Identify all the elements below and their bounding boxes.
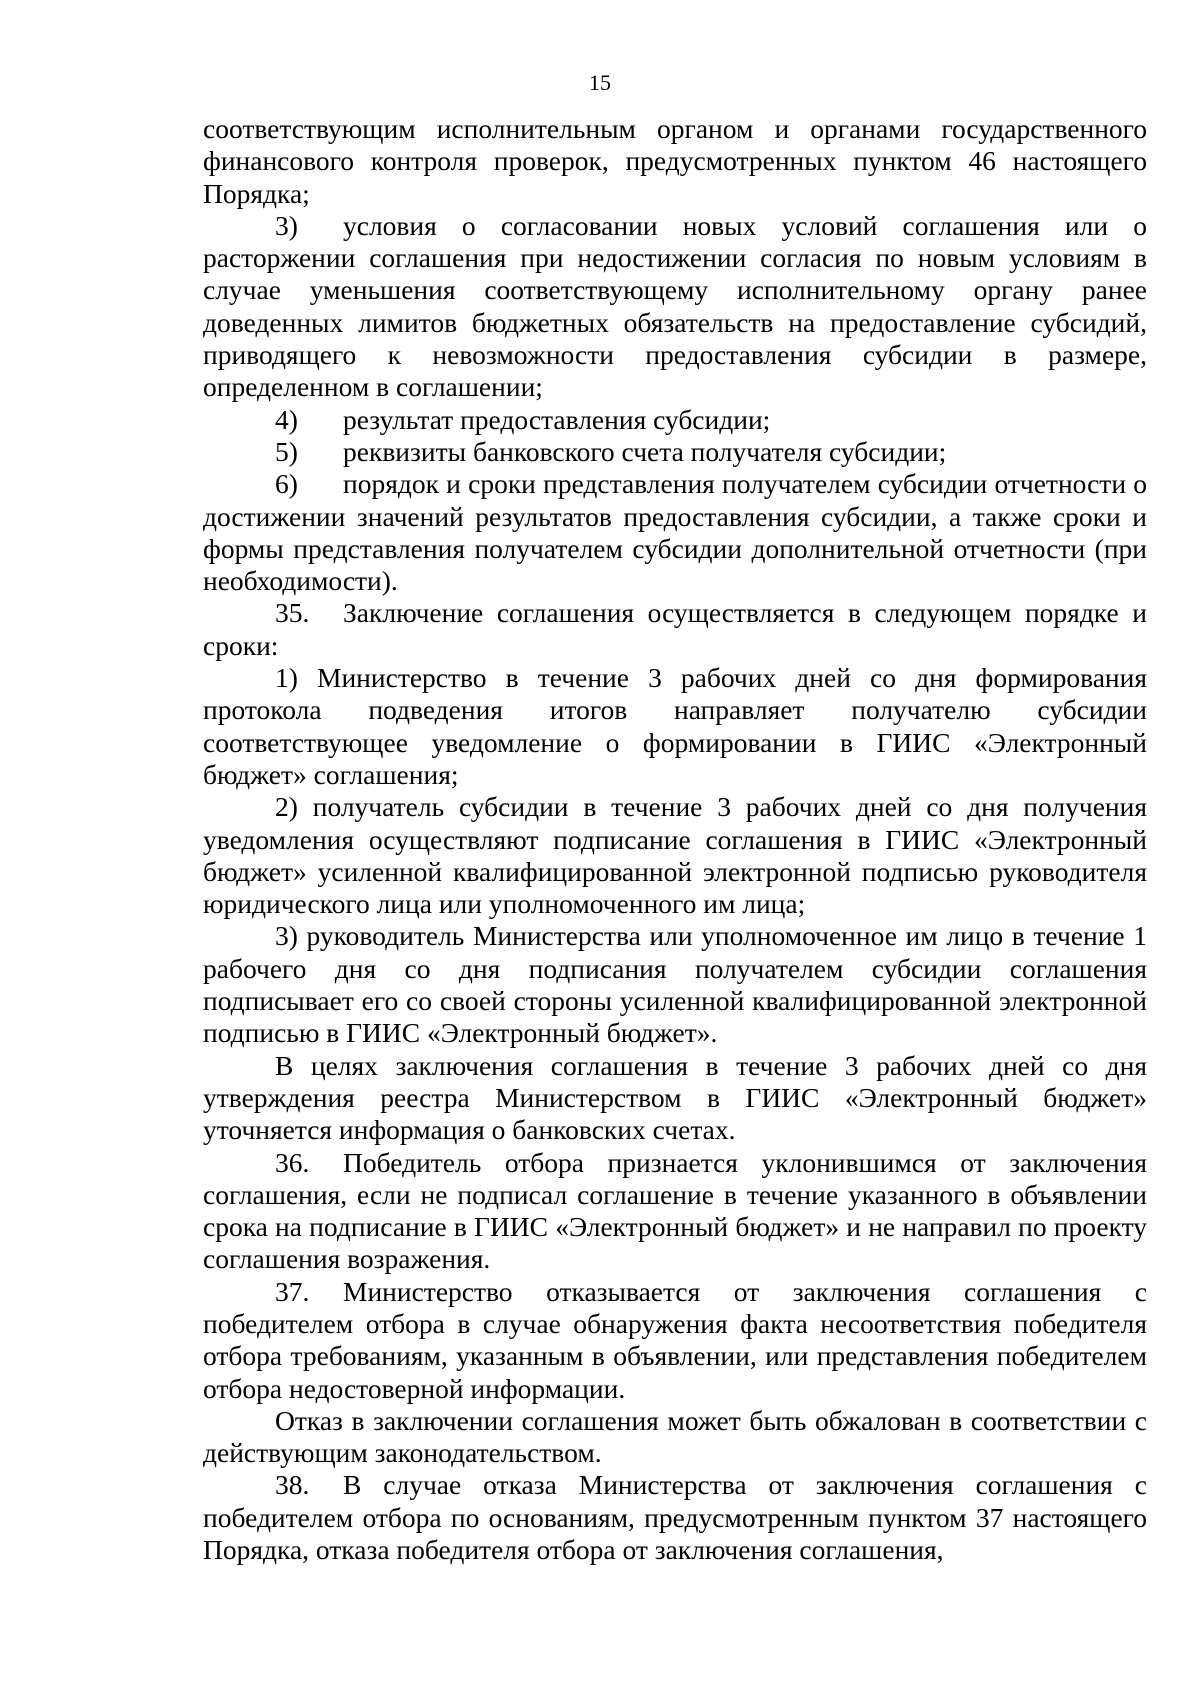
paragraph-text: В случае отказа Министерства от заключения соглашения с победителем отбора по основаниям, предусмотренным пунктом 37 настоящего Порядка, отказа победителя отбора от заключения соглашения,: [203, 1469, 1147, 1566]
subclause-2: [203, 791, 1147, 920]
paragraph-text: условия о согласовании новых условий соглашения или о расторжении соглашения при недостижении согласия по новым условиям в случае уменьшения соответствующему исполнительному органу ранее доведенных лимитов бюджетных обязательств на предоставление субсидий, приводящего к невозможности предоставления субсидии в размере, определенном в соглашении;: [203, 209, 1147, 403]
list-number: 3): [275, 209, 298, 241]
list-item-3: [203, 210, 1147, 404]
paragraph-continuation: [203, 113, 1147, 210]
subclause-1: [203, 662, 1147, 791]
paragraph-bank-accounts: [203, 1050, 1147, 1147]
clause-number: 35.: [275, 597, 310, 629]
clause-number: 37.: [275, 1275, 310, 1307]
paragraph-appeal: [203, 1405, 1147, 1470]
clause-35: [203, 597, 1147, 662]
clause-37: [203, 1276, 1147, 1405]
paragraph-text: Победитель отбора признается уклонившимся от заключения соглашения, если не подписал соглашение в течение указанного в объявлении срока на подписание в ГИИС «Электронный бюджет» и не направил по проекту соглашения возражения.: [203, 1146, 1147, 1275]
subclause-3: [203, 920, 1147, 1049]
list-number: 6): [275, 468, 298, 500]
paragraph-text: Отказ в заключении соглашения может быть обжалован в соответствии с действующим законодательством.: [203, 1404, 1147, 1469]
list-item-4: [203, 404, 1147, 436]
paragraph-text: 1) Министерство в течение 3 рабочих дней со дня формирования протокола подведения итогов направляет получателю субсидии соответствующее уведомление о формировании в ГИИС «Электронный бюджет» соглашения;: [203, 662, 1147, 790]
clause-36: [203, 1147, 1147, 1276]
paragraph-text: В целях заключения соглашения в течение 3 рабочих дней со дня утверждения реестра Министерством в ГИИС «Электронный бюджет» уточняется информация о банковских счетах.: [203, 1049, 1147, 1146]
clause-number: 38.: [275, 1469, 310, 1501]
paragraph-text: Министерство отказывается от заключения соглашения с победителем отбора в случае обнаружения факта несоответствия победителя отбора требованиям, указанным в объявлении, или представления победителем отбора недостоверной информации.: [203, 1275, 1147, 1404]
list-number: 4): [275, 403, 298, 435]
list-item-5: [203, 436, 1147, 468]
paragraph-text: Заключение соглашения осуществляется в следующем порядке и сроки:: [203, 597, 1147, 661]
paragraph-text: 3) руководитель Министерства или уполномоченное им лицо в течение 1 рабочего дня со дня подписания получателем субсидии соглашения подписывает его со своей стороны усиленной квалифицированной электронной подписью в ГИИС «Электронный бюджет».: [203, 920, 1147, 1049]
paragraph-text: соответствующим исполнительным органом и органами государственного финансового контроля проверок, предусмотренных пунктом 46 настоящего Порядка;: [203, 113, 1147, 209]
clause-number: 36.: [275, 1146, 310, 1178]
clause-38: [203, 1469, 1147, 1566]
paragraph-text: 2) получатель субсидии в течение 3 рабочих дней со дня получения уведомления осуществляют подписание соглашения в ГИИС «Электронный бюджет» усиленной квалифицированной электронной подписью руководителя юридического лица или уполномоченного им лица;: [203, 791, 1147, 920]
paragraph-text: реквизиты банковского счета получателя субсидии;: [343, 435, 947, 467]
list-number: 5): [275, 435, 298, 467]
paragraph-text: порядок и сроки представления получателем субсидии отчетности о достижении значений результатов предоставления субсидии, а также сроки и формы представления получателем субсидии дополнительной отчетности (при необходимости).: [203, 468, 1147, 597]
document-body: [203, 113, 1147, 1566]
page-number: 15: [589, 70, 611, 95]
list-item-6: [203, 468, 1147, 597]
paragraph-text: результат предоставления субсидии;: [343, 403, 771, 435]
